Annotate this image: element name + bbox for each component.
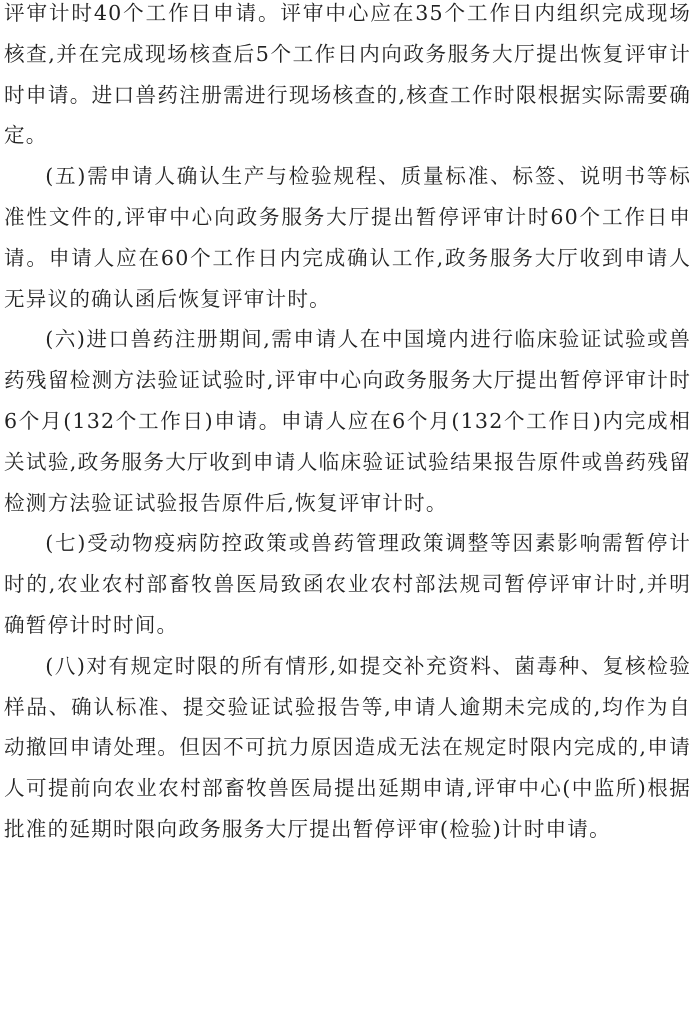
paragraph-item-6: (六)进口兽药注册期间,需申请人在中国境内进行临床验证试验或兽药残留检测方法验证试验时,评审中心向政务服务大厅提出暂停评审计时6个月(132个工作日)申请。申请人应在6个月(132个工作日)内完成相关试验,政务服务大厅收到申请人临床验证试验结果报告原件或兽药残留检测方法验证试验报告原件后,恢复评审计时。 [4, 327, 691, 515]
paragraph-item-5: (五)需申请人确认生产与检验规程、质量标准、标签、说明书等标准性文件的,评审中心向政务服务大厅提出暂停评审计时60个工作日申请。申请人应在60个工作日内完成确认工作,政务服务大厅收到申请人无异议的确认函后恢复评审计时。 [4, 164, 691, 311]
paragraph-continuation: 评审计时40个工作日申请。评审中心应在35个工作日内组织完成现场核查,并在完成现场核查后5个工作日内向政务服务大厅提出恢复评审计时申请。进口兽药注册需进行现场核查的,核查工作时限根据实际需要确定。 [4, 1, 691, 148]
paragraph-item-8: (八)对有规定时限的所有情形,如提交补充资料、菌毒种、复核检验样品、确认标准、提交验证试验报告等,申请人逾期未完成的,均作为自动撤回申请处理。但因不可抗力原因造成无法在规定时限内完成的,申请人可提前向农业农村部畜牧兽医局提出延期申请,评审中心(中监所)根据批准的延期时限向政务服务大厅提出暂停评审(检验)计时申请。 [4, 653, 691, 841]
paragraph-item-7: (七)受动物疫病防控政策或兽药管理政策调整等因素影响需暂停计时的,农业农村部畜牧兽医局致函农业农村部法规司暂停评审计时,并明确暂停计时时间。 [4, 531, 691, 637]
